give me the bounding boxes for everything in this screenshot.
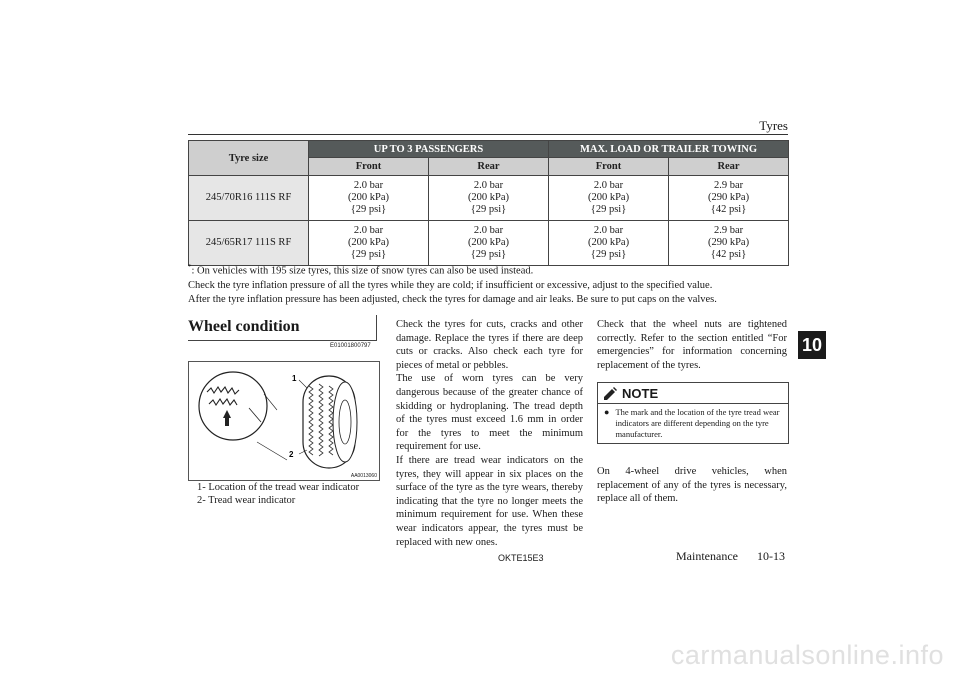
figure-legend-2: 2- Tread wear indicator xyxy=(197,495,296,506)
footer-section: Maintenance xyxy=(676,549,738,563)
table-header-group-passengers: UP TO 3 PASSENGERS xyxy=(309,141,549,158)
body-paragraph: On 4-wheel drive vehicles, when replacement of any of the tyres is necessary, replace all of them. xyxy=(597,466,787,505)
pressure-cell: 2.9 bar (290 kPa) {42 psi} xyxy=(669,221,789,266)
pressure-cell: 2.0 bar (200 kPa) {29 psi} xyxy=(429,221,549,266)
note-header xyxy=(598,383,788,404)
pressure-cell: 2.0 bar (200 kPa) {29 psi} xyxy=(549,221,669,266)
note-label: NOTE xyxy=(622,385,659,401)
table-footnote xyxy=(188,263,533,277)
bullet-icon: ● xyxy=(604,407,610,417)
pencil-icon xyxy=(602,386,618,400)
table-header-rear: Rear xyxy=(429,158,549,176)
footnote-marker: * xyxy=(188,263,192,271)
figure-label-2: 2 xyxy=(289,450,294,459)
wheel-condition-column xyxy=(396,318,583,549)
table-row xyxy=(189,176,789,221)
footer-code: OKTE15E3 xyxy=(498,553,544,563)
section-code: E01001800797 xyxy=(330,343,371,349)
tyre-size-cell: 245/70R16 111S RF xyxy=(189,176,309,221)
replacement-paragraph xyxy=(597,465,787,506)
tyre-size-cell: 245/65R17 111S RF xyxy=(189,221,309,266)
tyre-illustration xyxy=(189,362,379,480)
table-row xyxy=(189,221,789,266)
body-paragraph: The use of worn tyres can be very dangerous because of the greater chance of skidding or hydroplaning. The tread depth of the tyres must exceed 1.6 mm in order for the tyres to meet the minimum requirement for use. xyxy=(396,373,583,453)
pressure-cell: 2.9 bar (290 kPa) {42 psi} xyxy=(669,176,789,221)
body-paragraph: Check that the wheel nuts are tightened correctly. Refer to the section entitled “For emergencies” for information concerning replacement of the tyres. xyxy=(597,319,787,371)
table-header-front: Front xyxy=(549,158,669,176)
body-paragraph: Check the tyres for cuts, cracks and other damage. Replace the tyres if there are deep cuts or cracks. Also check each tyre for pieces of metal or pebbles. xyxy=(396,319,583,371)
note-body xyxy=(604,407,784,440)
pressure-cell: 2.0 bar (200 kPa) {29 psi} xyxy=(309,176,429,221)
footnote-text: : On vehicles with 195 size tyres, this size of snow tyres can also be used instead. xyxy=(191,265,534,277)
figure-legend-1: 1- Location of the tread wear indicator xyxy=(197,482,360,493)
page-number: 10-13 xyxy=(757,549,785,563)
table-header-front: Front xyxy=(309,158,429,176)
note-text: The mark and the location of the tyre tread wear indicators are different depending on the tyre manufacturer. xyxy=(615,407,780,439)
pressure-cell: 2.0 bar (200 kPa) {29 psi} xyxy=(429,176,549,221)
inflation-paragraph-2: After the tyre inflation pressure has been adjusted, check the tyres for damage and air leaks. Be sure to put caps on the valves. xyxy=(188,294,717,305)
wheel-nuts-column xyxy=(597,318,787,372)
watermark: carmanualsonline.info xyxy=(670,640,944,670)
body-paragraph: If there are tread wear indicators on the tyres, they will appear in six places on the surface of the tyre as the tyre wears, thereby indicating that the tyre no longer meets the minimum requirement for use. When these wear indicators appear, the tyres must be replaced with new ones. xyxy=(396,454,583,548)
section-rule xyxy=(188,340,377,341)
note-box xyxy=(597,382,789,444)
figure-label-1: 1 xyxy=(292,374,297,383)
running-header-title: Tyres xyxy=(759,118,788,133)
table-header-group-max-load: MAX. LOAD OR TRAILER TOWING xyxy=(549,141,789,158)
pressure-cell: 2.0 bar (200 kPa) {29 psi} xyxy=(309,221,429,266)
chapter-tab: 10 xyxy=(798,331,826,359)
section-title: Wheel condition xyxy=(188,318,300,335)
figure-code: AA0013060 xyxy=(350,473,377,479)
table-header-tyre-size: Tyre size xyxy=(189,141,309,176)
inflation-paragraph-1: Check the tyre inflation pressure of all the tyres while they are cold; if insufficient or excessive, adjust to the specified value. xyxy=(188,280,713,291)
pressure-cell: 2.0 bar (200 kPa) {29 psi} xyxy=(549,176,669,221)
table-header-rear: Rear xyxy=(669,158,789,176)
tyre-pressure-table xyxy=(188,140,789,266)
header-rule xyxy=(188,134,788,135)
tread-wear-figure xyxy=(188,361,380,481)
section-rule xyxy=(376,315,377,340)
